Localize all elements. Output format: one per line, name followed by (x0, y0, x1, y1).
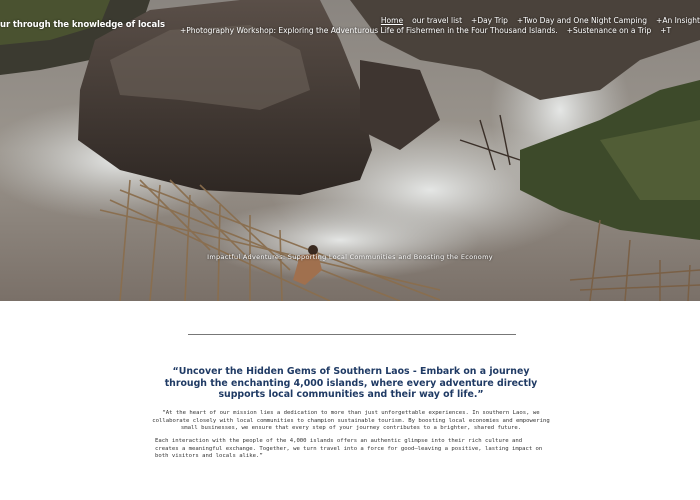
nav-row-primary (180, 16, 700, 26)
nav-row-secondary (180, 26, 700, 36)
main-navigation (180, 16, 700, 36)
nav-item-insight[interactable]: +An Insight (656, 16, 700, 25)
nav-item-home[interactable]: Home (380, 16, 404, 25)
brand-tagline[interactable]: ur through the knowledge of locals (0, 20, 165, 30)
nav-item-sustenance[interactable]: +Sustenance on a Trip (566, 26, 652, 35)
nav-item-camping[interactable]: +Two Day and One Night Camping (516, 16, 648, 25)
hero-caption: Impactful Adventures: Supporting Local Communities and Boosting the Economy (207, 253, 493, 261)
nav-item-travel-list[interactable]: our travel list (412, 16, 463, 25)
section-divider (188, 334, 516, 335)
nav-item-photography-workshop[interactable]: +Photography Workshop: Exploring the Adventurous Life of Fishermen in the Four Thousand Islands. (180, 26, 558, 35)
mission-headline: “Uncover the Hidden Gems of Southern Laos - Embark on a journey through the enchanting 4,000 islands, where every adventure directly supports local communities and their way of life.” (164, 366, 538, 400)
nav-item-truncated[interactable]: +T (660, 26, 672, 35)
mission-paragraph-1: “At the heart of our mission lies a dedication to more than just unforgettable experiences. In southern Laos, we collaborate closely with local communities to champion sustainable tourism. By boosting local economies and empowering small businesses, we ensure that every step of your journey contributes to a brighter, shared future. (152, 410, 550, 432)
mission-paragraph-2: Each interaction with the people of the 4,000 islands offers an authentic glimpse into their rich culture and creates a meaningful exchange. Together, we turn travel into a force for good—leaving a positive, lasting impact on both visitors and locals alike.” (155, 438, 543, 460)
nav-item-day-trip[interactable]: +Day Trip (471, 16, 508, 25)
